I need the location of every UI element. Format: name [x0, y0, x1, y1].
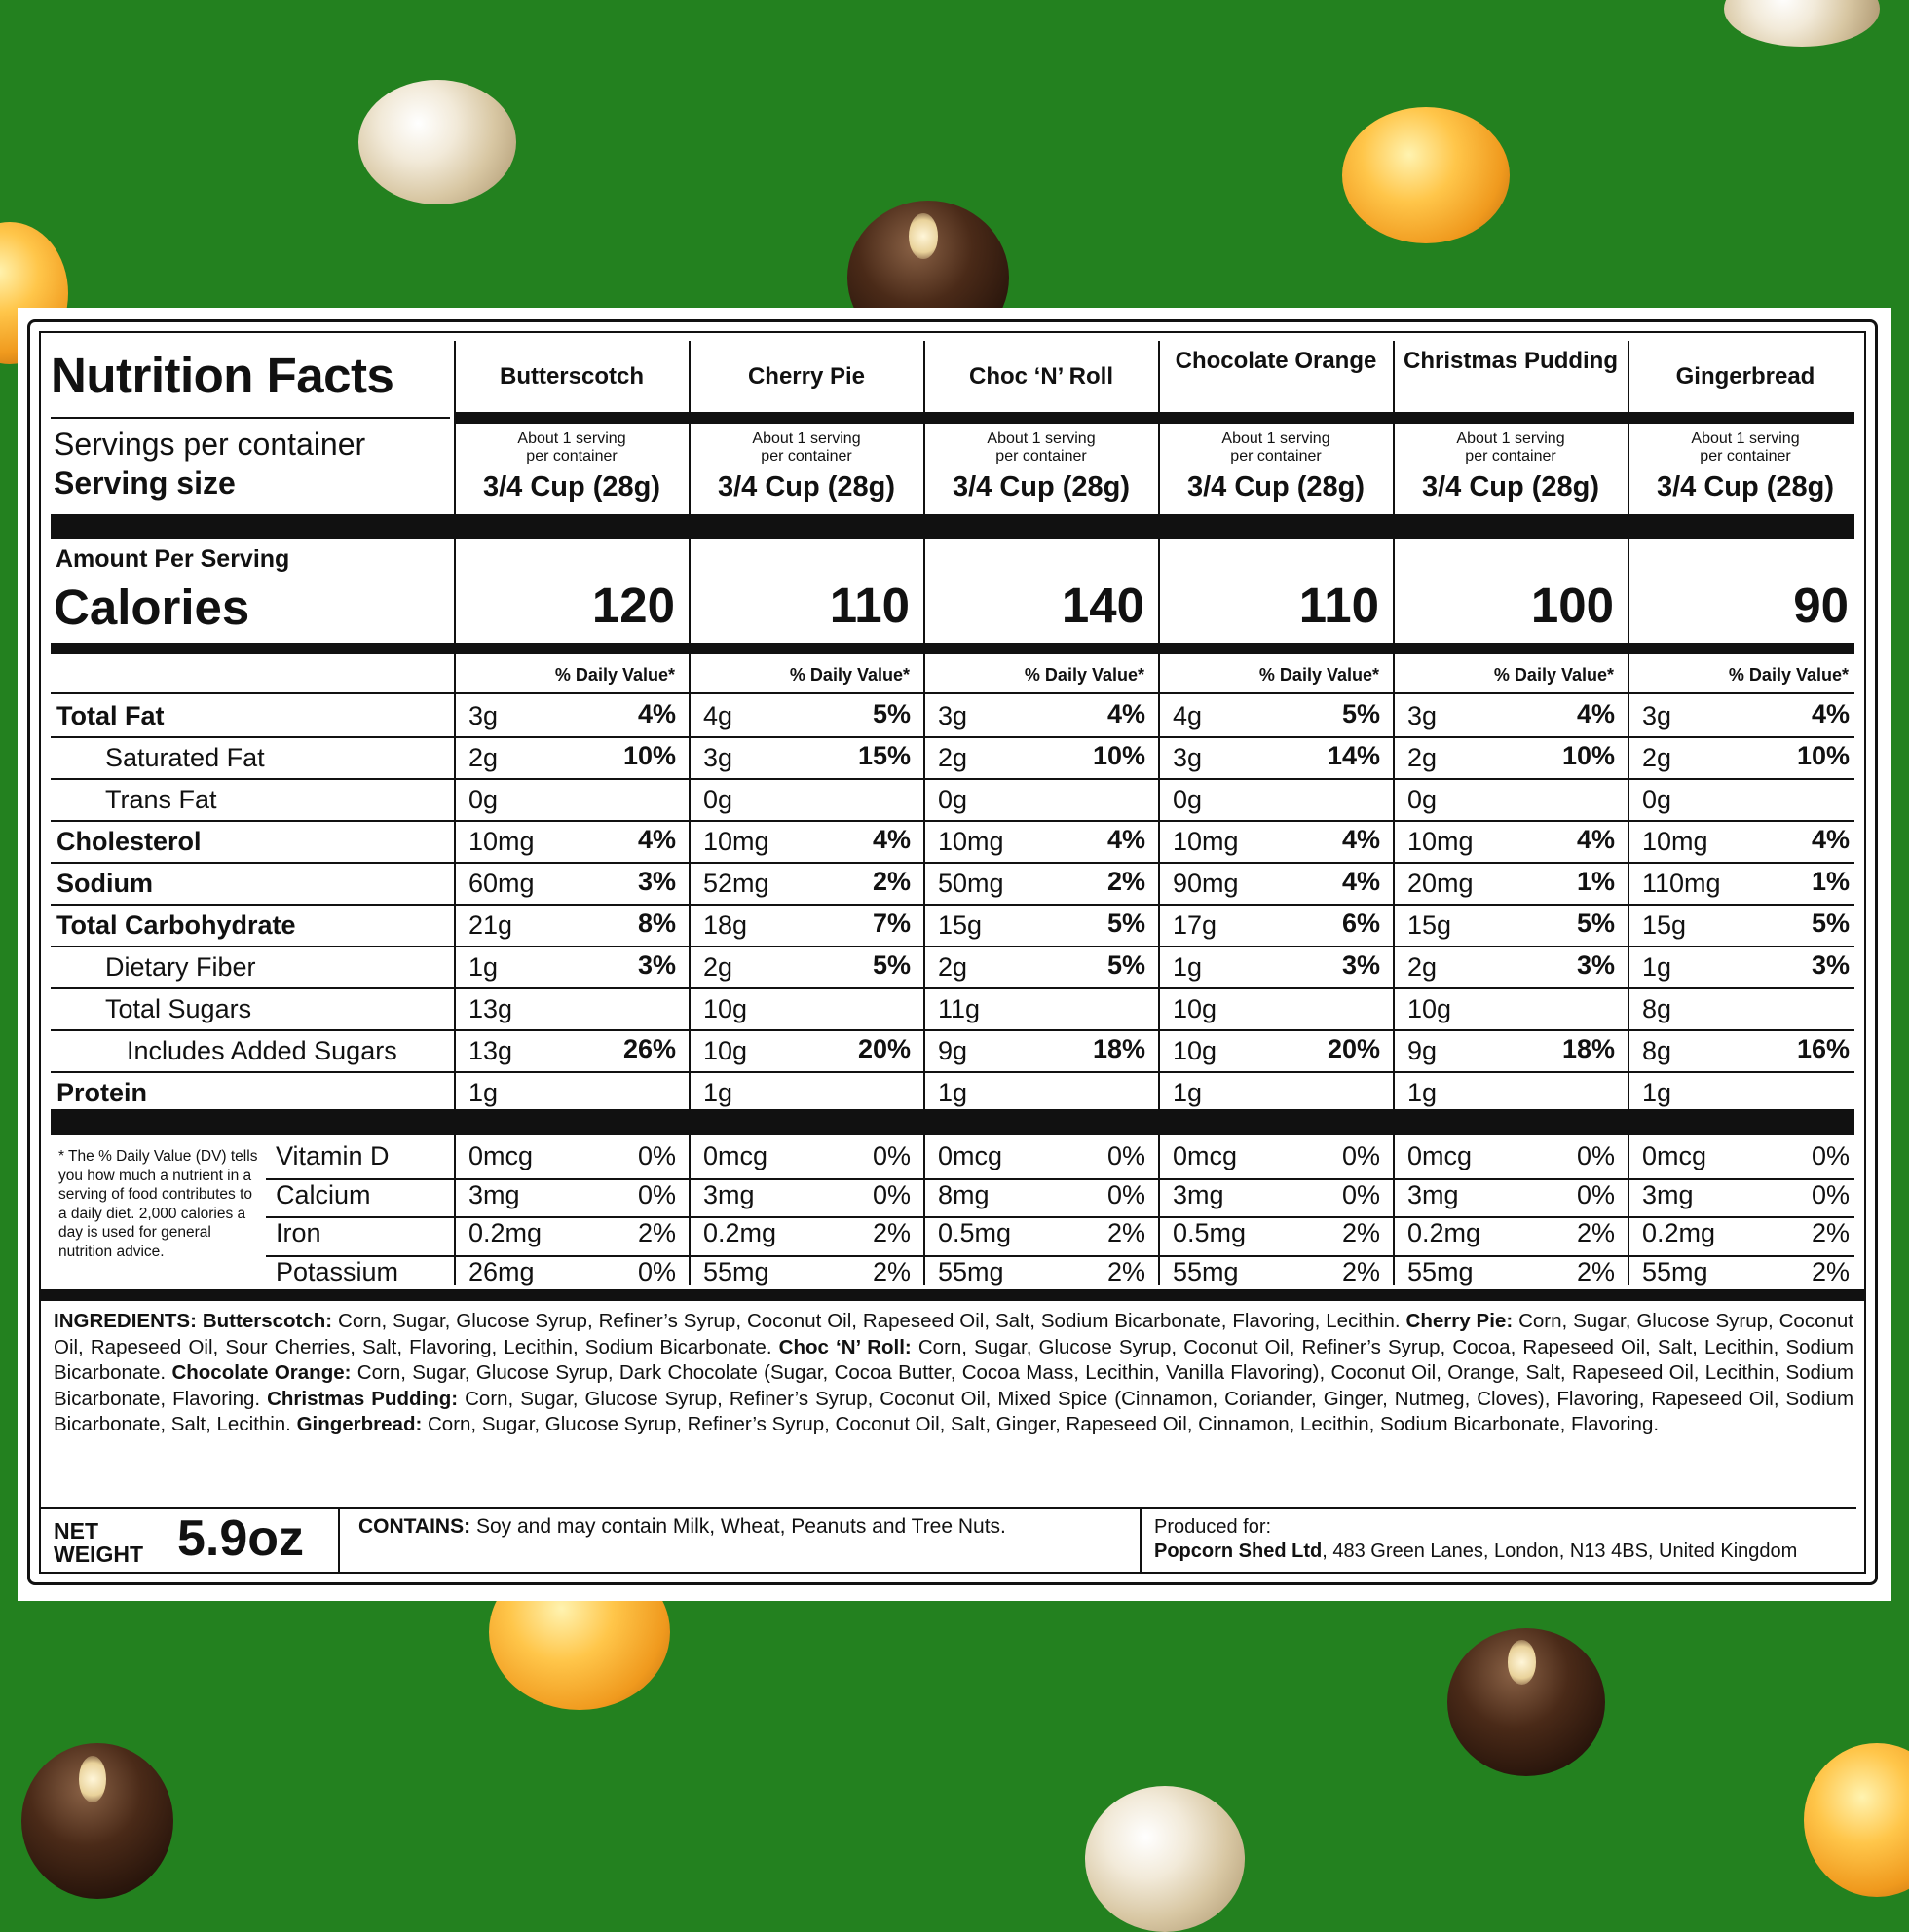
vitamin-amount: 0mcg [1407, 1141, 1473, 1170]
amount-per-serving-label: Amount Per Serving [56, 545, 290, 573]
vitamin-amount: 3mg [1642, 1179, 1694, 1209]
contains-label: CONTAINS: [358, 1515, 471, 1538]
nutrient-amount: 0g [938, 785, 968, 814]
contains-text: Soy and may contain Milk, Wheat, Peanuts and Tree Nuts. [475, 1515, 1006, 1538]
nutrient-amount: 0g [468, 785, 499, 814]
nutrient-daily-value: 3% [1576, 950, 1615, 980]
vitamin-daily-value: 0% [872, 1179, 911, 1209]
flavor-name: Butterscotch [499, 363, 645, 390]
flavor-name: Cherry Pie [747, 363, 866, 390]
nutrient-daily-value: 3% [637, 950, 676, 980]
dv-header-rule [51, 692, 1854, 694]
calories-thick-rule [51, 643, 1854, 654]
column-divider [923, 341, 925, 1110]
vitamin-daily-value: 0% [1341, 1179, 1380, 1209]
nutrient-amount: 3g [1407, 701, 1438, 730]
produced-for-label: Produced for: [1154, 1516, 1272, 1538]
nutrient-daily-value: 4% [1576, 699, 1615, 728]
nutrient-label: Saturated Fat [105, 743, 265, 772]
nutrient-row-rule [51, 778, 1854, 780]
footer-divider-2 [1140, 1507, 1142, 1572]
column-divider [1628, 341, 1629, 1110]
label-title: Nutrition Facts [51, 348, 394, 403]
column-divider-vitamins [454, 1135, 456, 1285]
nutrient-row-rule [51, 946, 1854, 947]
vitamin-amount: 26mg [468, 1256, 535, 1286]
serving-size-label: Serving size [54, 465, 236, 501]
nutrient-amount: 18g [703, 910, 748, 940]
vitamin-daily-value: 2% [872, 1256, 911, 1286]
nutrient-daily-value: 4% [637, 825, 676, 854]
vitamin-daily-value: 2% [1576, 1256, 1615, 1286]
nutrient-row-rule [51, 1029, 1854, 1031]
nutrient-amount: 52mg [703, 869, 769, 898]
vitamin-daily-value: 2% [1811, 1218, 1850, 1247]
nutrient-amount: 15g [938, 910, 983, 940]
nutrient-daily-value: 8% [637, 909, 676, 938]
footer-rule [39, 1507, 1856, 1509]
vitamin-daily-value: 0% [1576, 1141, 1615, 1170]
vitamin-daily-value: 2% [1811, 1256, 1850, 1286]
nutrient-amount: 4g [1173, 701, 1203, 730]
daily-value-header: % Daily Value* [1728, 665, 1849, 685]
vitamin-label: Potassium [276, 1256, 399, 1286]
calories-label: Calories [54, 579, 250, 635]
servings-per-container: About 1 serving per container [1221, 430, 1330, 464]
column-divider-vitamins [1628, 1135, 1629, 1285]
popcorn-kernel-orange-icon [1342, 107, 1510, 243]
nutrient-daily-value: 5% [1106, 909, 1145, 938]
header-thick-rule [455, 412, 1854, 424]
servings-per-container: About 1 serving per container [987, 430, 1096, 464]
vitamin-amount: 55mg [1407, 1256, 1474, 1286]
vitamin-daily-value: 2% [637, 1218, 676, 1247]
nutrient-amount: 8g [1642, 994, 1672, 1023]
calories-value: 110 [1298, 577, 1379, 633]
column-divider [454, 341, 456, 1110]
nutrient-amount: 3g [938, 701, 968, 730]
nutrient-amount: 0g [1173, 785, 1203, 814]
nutrient-daily-value: 16% [1796, 1034, 1850, 1063]
nutrient-amount: 1g [1173, 952, 1203, 982]
daily-value-header: % Daily Value* [1024, 665, 1144, 685]
nutrient-row-rule [51, 904, 1854, 906]
calories-value: 100 [1530, 577, 1614, 633]
vitamin-label: Iron [276, 1218, 321, 1247]
column-divider-vitamins [1393, 1135, 1395, 1285]
nutrient-amount: 1g [1407, 1078, 1438, 1107]
nutrient-amount: 2g [468, 743, 499, 772]
vitamin-amount: 0.2mg [1642, 1218, 1716, 1247]
nutrient-label: Sodium [56, 869, 153, 898]
servings-per-container: About 1 serving per container [517, 430, 626, 464]
vitamin-daily-value: 2% [1106, 1218, 1145, 1247]
nutrient-daily-value: 18% [1092, 1034, 1145, 1063]
title-underline [51, 417, 450, 419]
nutrient-amount: 1g [1173, 1078, 1203, 1107]
vitamin-amount: 3mg [1407, 1179, 1459, 1209]
nutrient-daily-value: 5% [872, 950, 911, 980]
calories-value: 90 [1793, 577, 1849, 633]
nutrient-amount: 2g [703, 952, 733, 982]
vitamin-amount: 0.2mg [1407, 1218, 1481, 1247]
vitamin-amount: 3mg [1173, 1179, 1224, 1209]
nutrient-amount: 3g [1642, 701, 1672, 730]
flavor-name: Chocolate Orange [1175, 348, 1377, 374]
nutrient-daily-value: 20% [1327, 1034, 1380, 1063]
nutrient-daily-value: 4% [1106, 825, 1145, 854]
vitamin-daily-value: 2% [1106, 1256, 1145, 1286]
produced-for [1154, 1515, 1797, 1564]
column-divider-vitamins [689, 1135, 691, 1285]
serving-size-value: 3/4 Cup (28g) [482, 471, 661, 502]
nutrient-daily-value: 3% [637, 867, 676, 896]
ingredients-thick-rule [39, 1289, 1866, 1301]
ingredient-list-text: Corn, Sugar, Glucose Syrup, Coconut Oil, Refiner’s Syrup, Cocoa, Rapeseed Oil, Salt, Lecithin, Sodium Bicarbonate. [54, 1335, 1853, 1384]
daily-value-footnote: * The % Daily Value (DV) tells you how much a nutrient in a serving of food contributes to a daily diet. 2,000 calories a day is used for general nutrition advice. [58, 1148, 258, 1260]
nutrient-daily-value: 10% [622, 741, 676, 770]
nutrient-amount: 0g [703, 785, 733, 814]
column-divider-vitamins [1158, 1135, 1160, 1285]
vitamin-amount: 0mcg [1173, 1141, 1238, 1170]
ingredient-flavor-name: Chocolate Orange: [171, 1361, 352, 1384]
vitamin-amount: 0.5mg [1173, 1218, 1247, 1247]
nutrient-amount: 2g [938, 952, 968, 982]
nutrient-amount: 8g [1642, 1036, 1672, 1065]
nutrient-daily-value: 1% [1576, 867, 1615, 896]
ingredient-list-text: Corn, Sugar, Glucose Syrup, Refiner’s Syrup, Coconut Oil, Salt, Ginger, Rapeseed Oil, Cinnamon, Lecithin, Sodium Bicarbonate, Flavoring. [428, 1413, 1660, 1435]
vitamin-amount: 55mg [1642, 1256, 1708, 1286]
vitamin-daily-value: 0% [637, 1141, 676, 1170]
nutrient-amount: 15g [1407, 910, 1452, 940]
vitamin-amount: 0.2mg [468, 1218, 543, 1247]
daily-value-header: % Daily Value* [1493, 665, 1614, 685]
ingredient-list-text: Corn, Sugar, Glucose Syrup, Refiner’s Syrup, Coconut Oil, Mixed Spice (Cinnamon, Coriander, Ginger, Nutmeg, Cloves), Flavoring, Rapeseed Oil, Sodium Bicarbonate, Salt, Lecithin. [54, 1387, 1854, 1435]
nutrient-daily-value: 4% [637, 699, 676, 728]
nutrient-label: Cholesterol [56, 827, 202, 856]
net-weight-value: 5.9oz [177, 1510, 305, 1567]
footer-divider-1 [338, 1507, 340, 1572]
nutrient-label: Dietary Fiber [105, 952, 256, 982]
serving-size-value: 3/4 Cup (28g) [952, 471, 1131, 502]
nutrient-amount: 17g [1173, 910, 1217, 940]
nutrient-amount: 10mg [703, 827, 769, 856]
popcorn-kernel-chocolate-icon [1447, 1628, 1605, 1776]
nutrient-amount: 11g [938, 994, 981, 1023]
net-weight-label: NET WEIGHT [54, 1518, 143, 1567]
calories-value: 110 [829, 577, 910, 633]
nutrient-daily-value: 2% [1106, 867, 1145, 896]
nutrient-label: Total Sugars [105, 994, 252, 1023]
serving-size-value: 3/4 Cup (28g) [1186, 471, 1366, 502]
flavor-name: Choc ‘N’ Roll [968, 363, 1113, 390]
nutrient-amount: 50mg [938, 869, 1004, 898]
popcorn-kernel-white-icon [358, 80, 516, 204]
nutrient-daily-value: 10% [1561, 741, 1615, 770]
nutrient-amount: 3g [468, 701, 499, 730]
servings-per-container-label: Servings per container [54, 427, 366, 462]
nutrient-amount: 21g [468, 910, 513, 940]
nutrient-amount: 10mg [1642, 827, 1708, 856]
serving-size-value: 3/4 Cup (28g) [1656, 471, 1835, 502]
nutrient-daily-value: 4% [1341, 825, 1380, 854]
nutrient-daily-value: 3% [1811, 950, 1850, 980]
nutrient-daily-value: 4% [872, 825, 911, 854]
vitamin-amount: 0.5mg [938, 1218, 1012, 1247]
vitamin-amount: 0.2mg [703, 1218, 777, 1247]
servings-per-container: About 1 serving per container [1456, 430, 1565, 464]
allergen-contains [358, 1515, 1006, 1539]
nutrient-amount: 15g [1642, 910, 1687, 940]
serving-size-value: 3/4 Cup (28g) [1421, 471, 1600, 502]
nutrient-amount: 0g [1642, 785, 1672, 814]
nutrient-amount: 2g [1642, 743, 1672, 772]
vitamin-amount: 55mg [1173, 1256, 1239, 1286]
column-divider [1158, 341, 1160, 1110]
vitamin-daily-value: 2% [1341, 1218, 1380, 1247]
nutrient-daily-value: 10% [1092, 741, 1145, 770]
nutrient-amount: 1g [468, 1078, 499, 1107]
vitamin-amount: 0mcg [938, 1141, 1003, 1170]
nutrient-label: Total Fat [56, 701, 165, 730]
daily-value-header: % Daily Value* [554, 665, 675, 685]
nutrient-label: Total Carbohydrate [56, 910, 296, 940]
vitamin-daily-value: 0% [1811, 1179, 1850, 1209]
nutrient-amount: 1g [1642, 1078, 1672, 1107]
nutrient-amount: 60mg [468, 869, 535, 898]
nutrient-daily-value: 26% [622, 1034, 676, 1063]
nutrient-amount: 3g [1173, 743, 1203, 772]
flavor-name: Gingerbread [1675, 363, 1815, 390]
serving-size-value: 3/4 Cup (28g) [717, 471, 896, 502]
nutrient-daily-value: 5% [1576, 909, 1615, 938]
nutrient-amount: 2g [938, 743, 968, 772]
nutrient-amount: 2g [1407, 743, 1438, 772]
nutrient-daily-value: 5% [1106, 950, 1145, 980]
popcorn-kernel-orange-icon [1804, 1743, 1909, 1897]
nutrient-daily-value: 4% [1811, 825, 1850, 854]
servings-per-container: About 1 serving per container [752, 430, 861, 464]
vitamin-amount: 0mcg [703, 1141, 768, 1170]
nutrient-label: Includes Added Sugars [127, 1036, 397, 1065]
nutrient-amount: 1g [703, 1078, 733, 1107]
nutrient-daily-value: 1% [1811, 867, 1850, 896]
nutrient-amount: 9g [938, 1036, 968, 1065]
vitamin-label: Calcium [276, 1179, 371, 1209]
producer-address: , 483 Green Lanes, London, N13 4BS, United Kingdom [1322, 1541, 1798, 1562]
nutrient-daily-value: 10% [1796, 741, 1850, 770]
vitamin-amount: 3mg [703, 1179, 755, 1209]
popcorn-kernel-white-icon [1085, 1786, 1245, 1932]
nutrient-amount: 4g [703, 701, 733, 730]
column-divider [1393, 341, 1395, 1110]
serving-thick-rule [51, 514, 1854, 539]
nutrient-amount: 10mg [1407, 827, 1474, 856]
column-divider [689, 341, 691, 1110]
vitamin-amount: 3mg [468, 1179, 520, 1209]
nutrient-amount: 10mg [468, 827, 535, 856]
nutrient-daily-value: 4% [1341, 867, 1380, 896]
nutrient-daily-value: 14% [1327, 741, 1380, 770]
nutrient-daily-value: 4% [1106, 699, 1145, 728]
nutrient-daily-value: 2% [872, 867, 911, 896]
nutrient-row-rule [51, 987, 1854, 989]
ingredients-heading: INGREDIENTS: [54, 1310, 197, 1332]
daily-value-header: % Daily Value* [789, 665, 910, 685]
ingredient-flavor-name: Cherry Pie: [1405, 1310, 1514, 1332]
nutrient-label: Trans Fat [105, 785, 217, 814]
vitamin-amount: 8mg [938, 1179, 990, 1209]
nutrient-amount: 10mg [938, 827, 1004, 856]
nutrient-daily-value: 3% [1341, 950, 1380, 980]
nutrient-daily-value: 18% [1561, 1034, 1615, 1063]
ingredients-text [54, 1309, 1853, 1438]
nutrient-daily-value: 4% [1811, 699, 1850, 728]
vitamin-daily-value: 0% [1341, 1141, 1380, 1170]
calories-value: 120 [591, 577, 675, 633]
column-divider-vitamins [923, 1135, 925, 1285]
nutrient-daily-value: 5% [1341, 699, 1380, 728]
nutrient-amount: 13g [468, 994, 513, 1023]
ingredient-flavor-name: Choc ‘N’ Roll: [778, 1335, 912, 1358]
nutrient-row-rule [51, 736, 1854, 738]
nutrient-amount: 13g [468, 1036, 513, 1065]
nutrient-amount: 10g [1173, 994, 1217, 1023]
nutrient-amount: 9g [1407, 1036, 1438, 1065]
vitamin-daily-value: 0% [1811, 1141, 1850, 1170]
servings-per-container: About 1 serving per container [1691, 430, 1800, 464]
flavor-name: Christmas Pudding [1403, 348, 1619, 374]
vitamin-daily-value: 2% [1341, 1256, 1380, 1286]
vitamin-daily-value: 0% [637, 1256, 676, 1286]
nutrient-daily-value: 6% [1341, 909, 1380, 938]
vitamin-daily-value: 2% [872, 1218, 911, 1247]
ingredient-flavor-name: Gingerbread: [296, 1413, 423, 1435]
nutrient-amount: 2g [1407, 952, 1438, 982]
nutrient-amount: 10g [703, 994, 748, 1023]
nutrient-amount: 90mg [1173, 869, 1239, 898]
nutrient-daily-value: 4% [1576, 825, 1615, 854]
ingredient-flavor-name: Butterscotch: [202, 1310, 333, 1332]
vitamin-daily-value: 0% [1106, 1141, 1145, 1170]
nutrient-daily-value: 15% [857, 741, 911, 770]
vitamin-daily-value: 0% [637, 1179, 676, 1209]
vitamin-daily-value: 0% [872, 1141, 911, 1170]
nutrient-row-rule [51, 1071, 1854, 1073]
vitamin-label: Vitamin D [276, 1141, 390, 1170]
vitamin-amount: 55mg [938, 1256, 1004, 1286]
popcorn-kernel-white-icon [1724, 0, 1880, 47]
daily-value-header: % Daily Value* [1258, 665, 1379, 685]
nutrient-amount: 1g [1642, 952, 1672, 982]
nutrient-amount: 0g [1407, 785, 1438, 814]
nutrient-daily-value: 5% [872, 699, 911, 728]
nutrient-amount: 10mg [1173, 827, 1239, 856]
nutrient-amount: 110mg [1642, 869, 1721, 898]
vitamin-daily-value: 0% [1106, 1179, 1145, 1209]
nutrient-daily-value: 7% [872, 909, 911, 938]
vitamin-daily-value: 0% [1576, 1179, 1615, 1209]
nutrient-amount: 10g [1407, 994, 1452, 1023]
nutrient-row-rule [51, 820, 1854, 822]
vitamin-amount: 0mcg [1642, 1141, 1707, 1170]
ingredient-list-text: Corn, Sugar, Glucose Syrup, Coconut Oil, Rapeseed Oil, Sour Cherries, Salt, Flavoring, Lecithin, Sodium Bicarbonate. [54, 1310, 1853, 1358]
vitamin-amount: 0mcg [468, 1141, 534, 1170]
nutrient-label: Protein [56, 1078, 148, 1107]
calories-value: 140 [1061, 577, 1144, 633]
vitamin-amount: 55mg [703, 1256, 769, 1286]
nutrient-amount: 1g [468, 952, 499, 982]
vitamin-daily-value: 2% [1576, 1218, 1615, 1247]
popcorn-kernel-chocolate-icon [21, 1743, 173, 1899]
nutrient-daily-value: 20% [857, 1034, 911, 1063]
nutrient-daily-value: 5% [1811, 909, 1850, 938]
ingredient-list-text: Corn, Sugar, Glucose Syrup, Dark Chocolate (Sugar, Cocoa Butter, Cocoa Mass, Lecithin, Vanilla Flavoring), Coconut Oil, Orange, Salt, Rapeseed Oil, Lecithin, Sodium Bicarbonate, Flavoring. [54, 1361, 1853, 1410]
nutrient-amount: 10g [703, 1036, 748, 1065]
producer-name: Popcorn Shed Ltd [1154, 1541, 1323, 1562]
vitamins-thick-rule [51, 1109, 1854, 1135]
nutrient-amount: 3g [703, 743, 733, 772]
ingredient-flavor-name: Christmas Pudding: [267, 1387, 459, 1410]
nutrient-amount: 20mg [1407, 869, 1474, 898]
nutrient-amount: 10g [1173, 1036, 1217, 1065]
nutrient-row-rule [51, 862, 1854, 864]
ingredient-list-text: Corn, Sugar, Glucose Syrup, Refiner’s Syrup, Coconut Oil, Rapeseed Oil, Salt, Sodium Bicarbonate, Flavoring, Lecithin. [338, 1310, 1401, 1332]
nutrient-amount: 1g [938, 1078, 968, 1107]
